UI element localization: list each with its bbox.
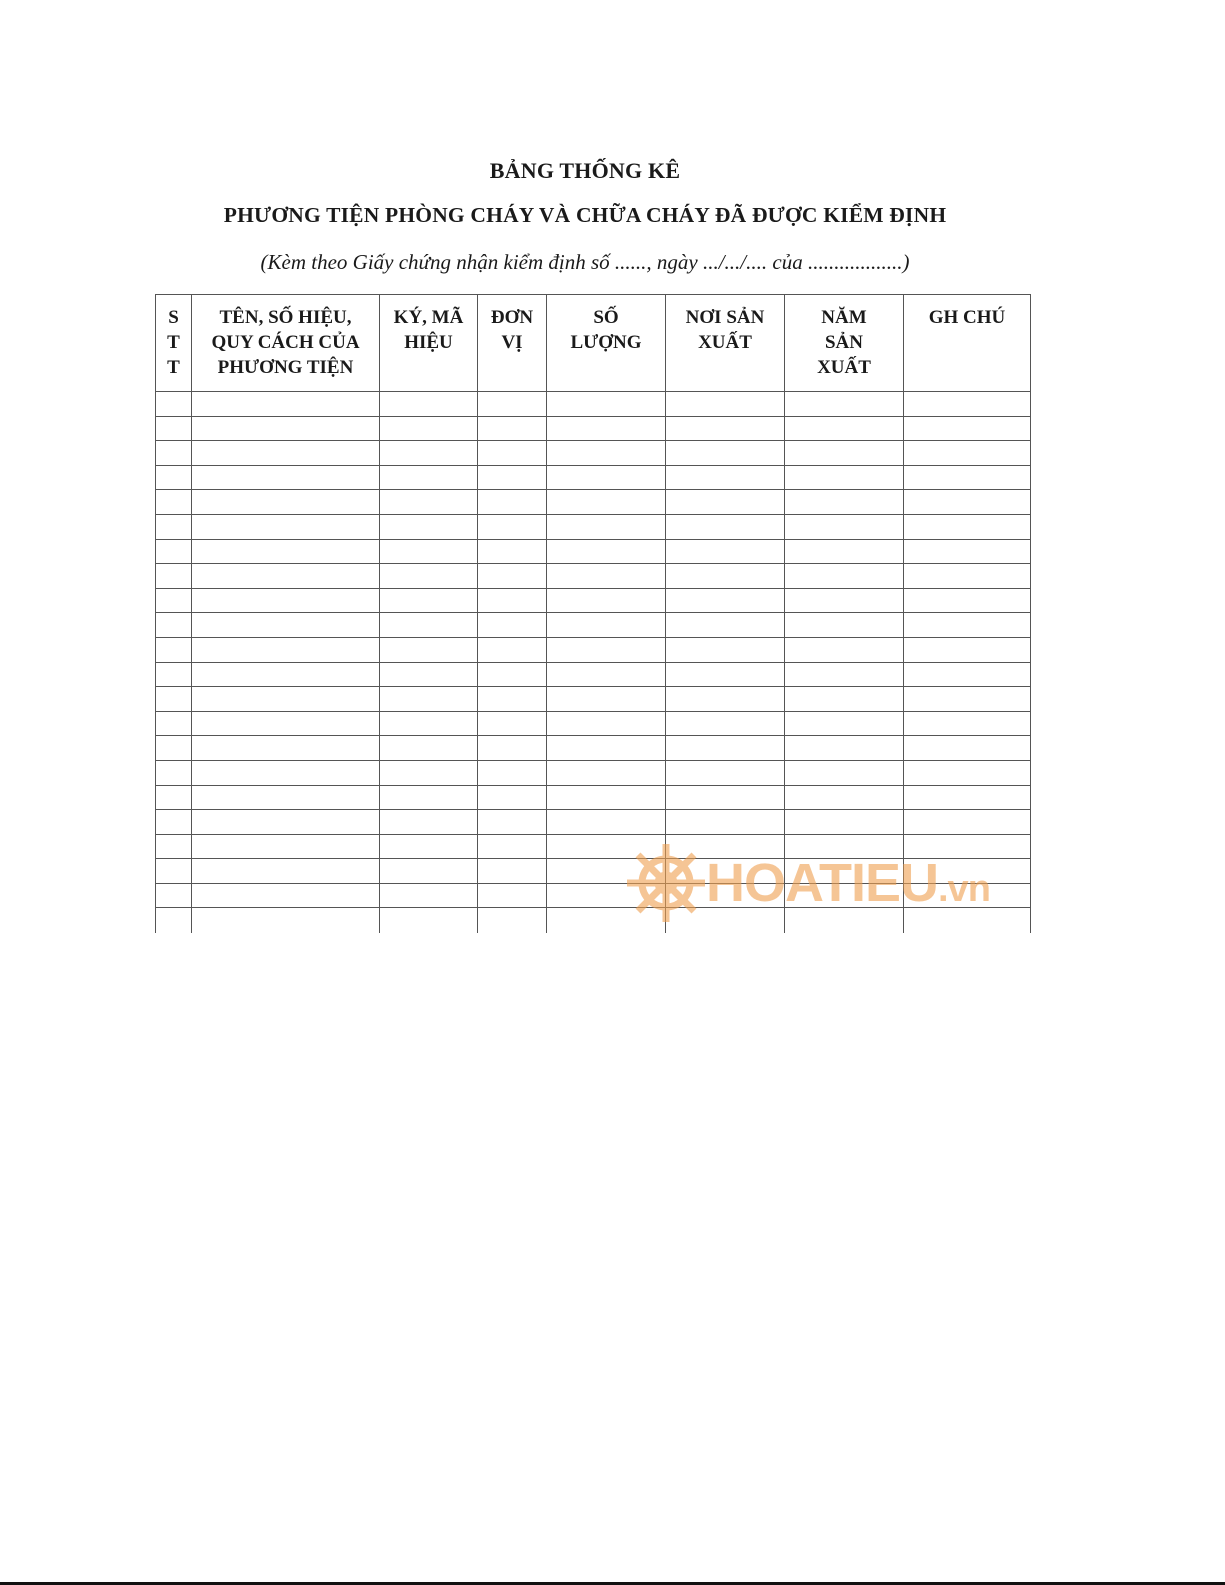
table-cell xyxy=(156,588,192,613)
table-cell xyxy=(904,392,1031,417)
table-row xyxy=(156,810,1031,835)
table-cell xyxy=(478,588,547,613)
table-row xyxy=(156,392,1031,417)
table-cell xyxy=(156,760,192,785)
table-cell xyxy=(380,441,478,466)
table-cell xyxy=(156,539,192,564)
table-cell xyxy=(192,416,380,441)
table-cell xyxy=(380,883,478,908)
table-cell xyxy=(192,662,380,687)
table-cell xyxy=(547,514,666,539)
table-row xyxy=(156,736,1031,761)
table-cell xyxy=(547,760,666,785)
table-cell xyxy=(785,613,904,638)
table-cell xyxy=(478,859,547,884)
table-cell xyxy=(478,392,547,417)
table-cell xyxy=(380,514,478,539)
table-cell xyxy=(478,785,547,810)
column-header-year xyxy=(785,295,904,392)
table-cell xyxy=(785,785,904,810)
table-cell xyxy=(547,785,666,810)
table-cell xyxy=(785,810,904,835)
table-cell xyxy=(192,687,380,712)
column-header-label: SỐ LƯỢNG xyxy=(570,307,642,353)
table-cell xyxy=(666,736,785,761)
table-cell xyxy=(478,834,547,859)
table-cell xyxy=(478,613,547,638)
table-cell xyxy=(547,613,666,638)
document-heading: PHƯƠNG TIỆN PHÒNG CHÁY VÀ CHỮA CHÁY ĐÃ ĐƯỢC KIỂM ĐỊNH xyxy=(223,203,947,227)
table-row xyxy=(156,539,1031,564)
table-cell xyxy=(156,416,192,441)
table-cell xyxy=(156,859,192,884)
table-cell xyxy=(547,810,666,835)
table-cell xyxy=(192,465,380,490)
table-cell xyxy=(904,711,1031,736)
table-cell xyxy=(666,514,785,539)
table-cell xyxy=(666,637,785,662)
table-cell xyxy=(547,687,666,712)
table-cell xyxy=(192,514,380,539)
table-cell xyxy=(192,392,380,417)
table-cell xyxy=(785,465,904,490)
table-cell xyxy=(666,564,785,589)
table-cell xyxy=(192,760,380,785)
table-cell xyxy=(904,736,1031,761)
table-cell xyxy=(192,441,380,466)
table-cell xyxy=(478,883,547,908)
table-cell xyxy=(904,514,1031,539)
table-cell xyxy=(547,441,666,466)
table-cell xyxy=(547,662,666,687)
table-cell xyxy=(904,465,1031,490)
table-cell xyxy=(380,465,478,490)
table-row xyxy=(156,441,1031,466)
column-header-label: KÝ, MÃ HIỆU xyxy=(393,307,464,353)
column-header-label: GH CHÚ xyxy=(928,307,1006,328)
table-cell xyxy=(666,416,785,441)
column-header-code xyxy=(380,295,478,392)
table-cell xyxy=(547,736,666,761)
table-row xyxy=(156,588,1031,613)
table-row xyxy=(156,687,1031,712)
column-header-unit xyxy=(478,295,547,392)
table-cell xyxy=(192,490,380,515)
table-cell xyxy=(192,711,380,736)
table-cell xyxy=(904,687,1031,712)
table-cell xyxy=(666,392,785,417)
table-cell xyxy=(666,465,785,490)
table-cell xyxy=(156,662,192,687)
table-cell xyxy=(547,392,666,417)
table-cell xyxy=(380,859,478,884)
table-cell xyxy=(785,416,904,441)
watermark xyxy=(626,840,1016,926)
table-cell xyxy=(547,564,666,589)
table-cell xyxy=(904,588,1031,613)
table-cell xyxy=(192,810,380,835)
column-header-quantity xyxy=(547,295,666,392)
table-cell xyxy=(156,687,192,712)
column-header-stt xyxy=(156,295,192,392)
table-cell xyxy=(666,539,785,564)
table-cell xyxy=(380,613,478,638)
table-cell xyxy=(785,441,904,466)
table-cell xyxy=(380,687,478,712)
table-cell xyxy=(785,588,904,613)
table-cell xyxy=(478,760,547,785)
table-cell xyxy=(547,465,666,490)
table-cell xyxy=(478,564,547,589)
table-cell xyxy=(156,613,192,638)
table-cell xyxy=(380,810,478,835)
table-cell xyxy=(547,490,666,515)
table-cell xyxy=(192,834,380,859)
table-cell xyxy=(785,539,904,564)
table-cell xyxy=(380,637,478,662)
table-cell xyxy=(785,490,904,515)
table-cell xyxy=(478,810,547,835)
table-cell xyxy=(380,662,478,687)
table-cell xyxy=(192,883,380,908)
table-cell xyxy=(192,736,380,761)
table-cell xyxy=(192,859,380,884)
column-header-notes xyxy=(904,295,1031,392)
table-cell xyxy=(478,416,547,441)
table-cell xyxy=(478,662,547,687)
table-cell xyxy=(192,588,380,613)
watermark-brand: HOATIEU xyxy=(706,853,938,913)
table-cell xyxy=(904,662,1031,687)
table-header-row xyxy=(156,295,1031,392)
table-cell xyxy=(380,785,478,810)
table-cell xyxy=(666,588,785,613)
table-cell xyxy=(904,441,1031,466)
table-cell xyxy=(666,613,785,638)
table-cell xyxy=(478,687,547,712)
table-cell xyxy=(785,564,904,589)
table-cell xyxy=(785,662,904,687)
table-cell xyxy=(156,490,192,515)
statistics-table xyxy=(155,294,1031,933)
table-row xyxy=(156,711,1031,736)
table-cell xyxy=(156,514,192,539)
table-cell xyxy=(156,785,192,810)
table-cell xyxy=(785,687,904,712)
table-cell xyxy=(156,883,192,908)
table-row xyxy=(156,662,1031,687)
column-header-label: TÊN, SỐ HIỆU, QUY CÁCH CỦA PHƯƠNG TIỆN xyxy=(211,307,360,378)
table-cell xyxy=(380,539,478,564)
table-cell xyxy=(156,637,192,662)
table-cell xyxy=(380,490,478,515)
table-row xyxy=(156,785,1031,810)
table-cell xyxy=(478,465,547,490)
watermark-text xyxy=(706,848,990,924)
column-header-origin xyxy=(666,295,785,392)
table-cell xyxy=(156,465,192,490)
table-cell xyxy=(904,613,1031,638)
ship-wheel-icon xyxy=(626,840,706,926)
table-cell xyxy=(192,539,380,564)
table-cell xyxy=(156,834,192,859)
table-cell xyxy=(904,416,1031,441)
table-cell xyxy=(156,908,192,933)
table-row xyxy=(156,613,1031,638)
table-cell xyxy=(156,810,192,835)
table-cell xyxy=(785,637,904,662)
table-cell xyxy=(380,392,478,417)
table-cell xyxy=(156,441,192,466)
table-cell xyxy=(904,637,1031,662)
table-cell xyxy=(192,613,380,638)
document-subtitle: (Kèm theo Giấy chứng nhận kiểm định số ......, ngày .../.../.... của ..................) xyxy=(260,250,910,274)
table-cell xyxy=(156,711,192,736)
table-cell xyxy=(785,760,904,785)
column-header-label: ĐƠN VỊ xyxy=(490,307,534,353)
table-row xyxy=(156,490,1031,515)
table-cell xyxy=(785,736,904,761)
table-cell xyxy=(380,588,478,613)
table-row xyxy=(156,465,1031,490)
table-cell xyxy=(547,539,666,564)
table-cell xyxy=(666,662,785,687)
table-cell xyxy=(192,908,380,933)
table-cell xyxy=(785,514,904,539)
table-cell xyxy=(380,711,478,736)
table-cell xyxy=(478,490,547,515)
table-cell xyxy=(547,416,666,441)
table-row xyxy=(156,760,1031,785)
table-cell xyxy=(478,441,547,466)
table-cell xyxy=(666,687,785,712)
table-row xyxy=(156,514,1031,539)
column-header-name xyxy=(192,295,380,392)
column-header-label: S T T xyxy=(167,307,180,378)
table-cell xyxy=(785,392,904,417)
table-cell xyxy=(904,785,1031,810)
table-cell xyxy=(904,810,1031,835)
watermark-tld: .vn xyxy=(938,868,990,910)
column-header-label: NƠI SẢN XUẤT xyxy=(685,307,765,353)
table-cell xyxy=(192,785,380,810)
table-cell xyxy=(547,711,666,736)
table-cell xyxy=(904,564,1031,589)
table-cell xyxy=(785,711,904,736)
table-cell xyxy=(666,785,785,810)
table-cell xyxy=(478,637,547,662)
table-cell xyxy=(380,736,478,761)
table-cell xyxy=(666,760,785,785)
table-row xyxy=(156,637,1031,662)
table-cell xyxy=(478,908,547,933)
table-cell xyxy=(156,564,192,589)
table-cell xyxy=(156,736,192,761)
table-row xyxy=(156,564,1031,589)
table-row xyxy=(156,416,1031,441)
table-cell xyxy=(904,760,1031,785)
table-cell xyxy=(478,711,547,736)
table-cell xyxy=(666,441,785,466)
table-cell xyxy=(380,564,478,589)
table-cell xyxy=(904,490,1031,515)
table-cell xyxy=(547,588,666,613)
document-title: BẢNG THỐNG KÊ xyxy=(489,158,681,183)
table-cell xyxy=(380,834,478,859)
table-cell xyxy=(666,711,785,736)
table-cell xyxy=(156,392,192,417)
table-cell xyxy=(666,490,785,515)
table-cell xyxy=(478,539,547,564)
table-cell xyxy=(380,908,478,933)
table-cell xyxy=(380,416,478,441)
table-cell xyxy=(380,760,478,785)
table-cell xyxy=(478,514,547,539)
table-cell xyxy=(478,736,547,761)
table-cell xyxy=(666,810,785,835)
column-header-label: NĂM SẢN XUẤT xyxy=(817,307,871,378)
table-cell xyxy=(904,539,1031,564)
table-cell xyxy=(192,637,380,662)
table-cell xyxy=(547,637,666,662)
table-cell xyxy=(192,564,380,589)
